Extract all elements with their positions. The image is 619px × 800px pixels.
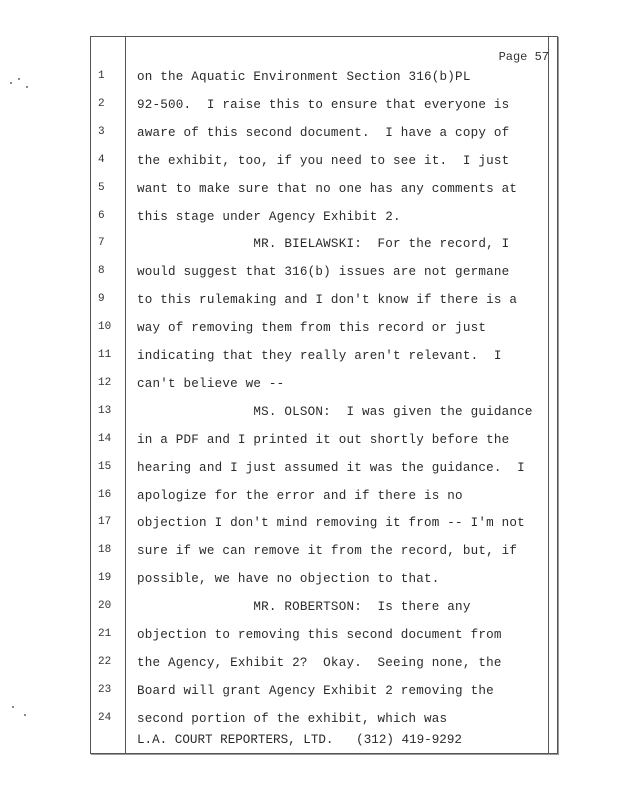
line-number: 20 xyxy=(98,600,112,613)
transcript-line xyxy=(0,210,619,230)
line-number: 1 xyxy=(98,70,105,82)
line-text: this stage under Agency Exhibit 2. xyxy=(137,209,401,224)
line-text: sure if we can remove it from the record, but, if xyxy=(137,544,518,559)
line-text: way of removing them from this record or just xyxy=(137,321,487,336)
line-number: 9 xyxy=(98,293,105,306)
line-text: would suggest that 316(b) issues are not germane xyxy=(137,265,510,280)
line-number: 8 xyxy=(98,265,105,278)
line-text: indicating that they really aren't relevant. I xyxy=(137,349,502,363)
line-text: apologize for the error and if there is no xyxy=(137,488,463,503)
line-number: 18 xyxy=(98,544,112,557)
transcript-line xyxy=(0,126,619,146)
transcript-line xyxy=(0,544,619,564)
line-number: 16 xyxy=(98,488,112,501)
line-number: 2 xyxy=(98,97,105,110)
line-text: MR. ROBERTSON: Is there any xyxy=(137,600,471,615)
scan-speck xyxy=(26,86,28,88)
line-text: can't believe we -- xyxy=(137,376,285,391)
line-number: 14 xyxy=(98,432,112,445)
line-number: 7 xyxy=(98,237,105,250)
line-number: 15 xyxy=(98,460,112,473)
transcript-line xyxy=(0,293,619,313)
line-text: possible, we have no objection to that. xyxy=(137,572,440,587)
line-number: 21 xyxy=(98,628,112,640)
transcript-line xyxy=(0,656,619,676)
line-number: 24 xyxy=(98,711,112,724)
transcript-line xyxy=(0,600,619,620)
line-text: second portion of the exhibit, which was xyxy=(137,711,448,726)
line-text: Board will grant Agency Exhibit 2 removing the xyxy=(137,683,494,698)
line-number: 19 xyxy=(98,572,112,585)
transcript-line xyxy=(0,321,619,341)
transcript-line xyxy=(0,489,619,509)
reporter-footer: L.A. COURT REPORTERS, LTD. (312) 419-9292 xyxy=(137,733,462,747)
line-text: the exhibit, too, if you need to see it. I just xyxy=(137,153,510,168)
line-number: 11 xyxy=(98,349,112,361)
transcript-line xyxy=(0,349,619,369)
line-text: to this rulemaking and I don't know if there is a xyxy=(137,293,518,308)
transcript-line xyxy=(0,377,619,397)
line-number: 17 xyxy=(98,516,112,529)
line-number: 3 xyxy=(98,125,105,138)
line-text: MR. BIELAWSKI: For the record, I xyxy=(137,237,510,252)
transcript-line xyxy=(0,461,619,481)
line-text: objection to removing this second document from xyxy=(137,628,502,642)
transcript-line xyxy=(0,98,619,118)
transcript-line xyxy=(0,433,619,453)
page-number: Page 57 xyxy=(498,50,549,64)
line-number: 12 xyxy=(98,376,112,389)
transcript-line xyxy=(0,154,619,174)
line-number: 22 xyxy=(98,655,112,668)
transcript-line xyxy=(0,405,619,425)
line-text: in a PDF and I printed it out shortly before the xyxy=(137,432,510,447)
line-number: 10 xyxy=(98,321,112,334)
scan-speck xyxy=(10,82,12,84)
transcript-line xyxy=(0,684,619,704)
line-text: aware of this second document. I have a copy of xyxy=(137,125,510,140)
line-number: 5 xyxy=(98,181,105,194)
line-text: MS. OLSON: I was given the guidance xyxy=(137,404,533,419)
transcript-line xyxy=(0,70,619,90)
scan-speck xyxy=(18,78,20,80)
transcript-line xyxy=(0,516,619,536)
line-number: 4 xyxy=(98,153,105,166)
transcript-line xyxy=(0,628,619,648)
transcript-line xyxy=(0,712,619,732)
line-number: 13 xyxy=(98,404,112,417)
transcript-line xyxy=(0,572,619,592)
transcript-line xyxy=(0,237,619,257)
line-text: want to make sure that no one has any comments at xyxy=(137,181,518,196)
scan-speck xyxy=(24,714,26,716)
transcript-line xyxy=(0,265,619,285)
line-number: 23 xyxy=(98,683,112,696)
line-text: 92-500. I raise this to ensure that everyone is xyxy=(137,97,510,112)
line-text: hearing and I just assumed it was the guidance. I xyxy=(137,460,525,475)
line-text: on the Aquatic Environment Section 316(b)PL xyxy=(137,70,471,84)
transcript-line xyxy=(0,182,619,202)
line-text: the Agency, Exhibit 2? Okay. Seeing none, the xyxy=(137,655,502,670)
line-number: 6 xyxy=(98,209,105,222)
scan-speck xyxy=(12,706,14,708)
line-text: objection I don't mind removing it from -- I'm not xyxy=(137,516,525,531)
